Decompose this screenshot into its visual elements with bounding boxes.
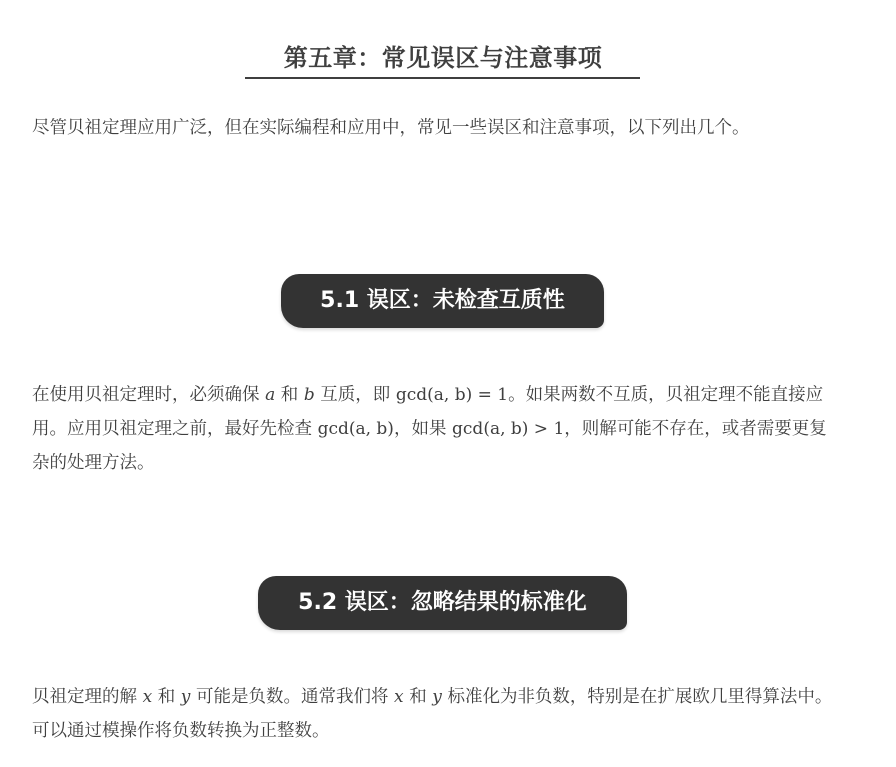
- math-var-x: x: [142, 687, 153, 707]
- text-run: 在使用贝祖定理时，必须确保: [32, 385, 266, 405]
- math-var-y: y: [180, 687, 191, 707]
- math-var-b: b: [303, 385, 315, 405]
- text-run: 。如果两数不互质，贝祖定理不能直接应用。应用贝祖定理之前，最好先检查: [32, 385, 824, 439]
- math-var-x: x: [394, 687, 404, 707]
- text-run: 和: [403, 687, 433, 707]
- text-run: ，则解可能不存在，或者需要更复杂的处理方法。: [32, 419, 827, 473]
- section-5-1-heading: 5.1 误区：未检查互质性: [281, 274, 604, 328]
- section-5-1-paragraph: [32, 378, 842, 480]
- chapter-title: 第五章：常见误区与注意事项: [283, 44, 603, 73]
- text-run: ，如果: [393, 419, 453, 439]
- math-var-a: a: [265, 385, 276, 405]
- text-run: 和: [275, 385, 304, 405]
- text-run: 可能是负数。通常我们将: [190, 687, 395, 707]
- text-run: 和: [152, 687, 181, 707]
- text-run: 标准化为非负数，特别是在扩展欧几里得算法中。可以通过模操作将负数转换为正整数。: [32, 687, 833, 741]
- math-var-y: y: [432, 687, 442, 707]
- math-gcd: gcd(a, b): [317, 419, 394, 439]
- section-5-2-heading: 5.2 误区：忽略结果的标准化: [258, 576, 627, 630]
- chapter-title-underline: [245, 77, 640, 79]
- text-run: 互质，即: [314, 385, 396, 405]
- text-run: 贝祖定理的解: [32, 687, 143, 707]
- math-gcd-greater-1: gcd(a, b) > 1: [452, 419, 565, 439]
- chapter-intro-paragraph: 尽管贝祖定理应用广泛，但在实际编程和应用中，常见一些误区和注意事项，以下列出几个。: [32, 118, 750, 138]
- math-gcd-equals-1: gcd(a, b) = 1: [395, 385, 509, 405]
- section-5-2-paragraph: [32, 680, 842, 748]
